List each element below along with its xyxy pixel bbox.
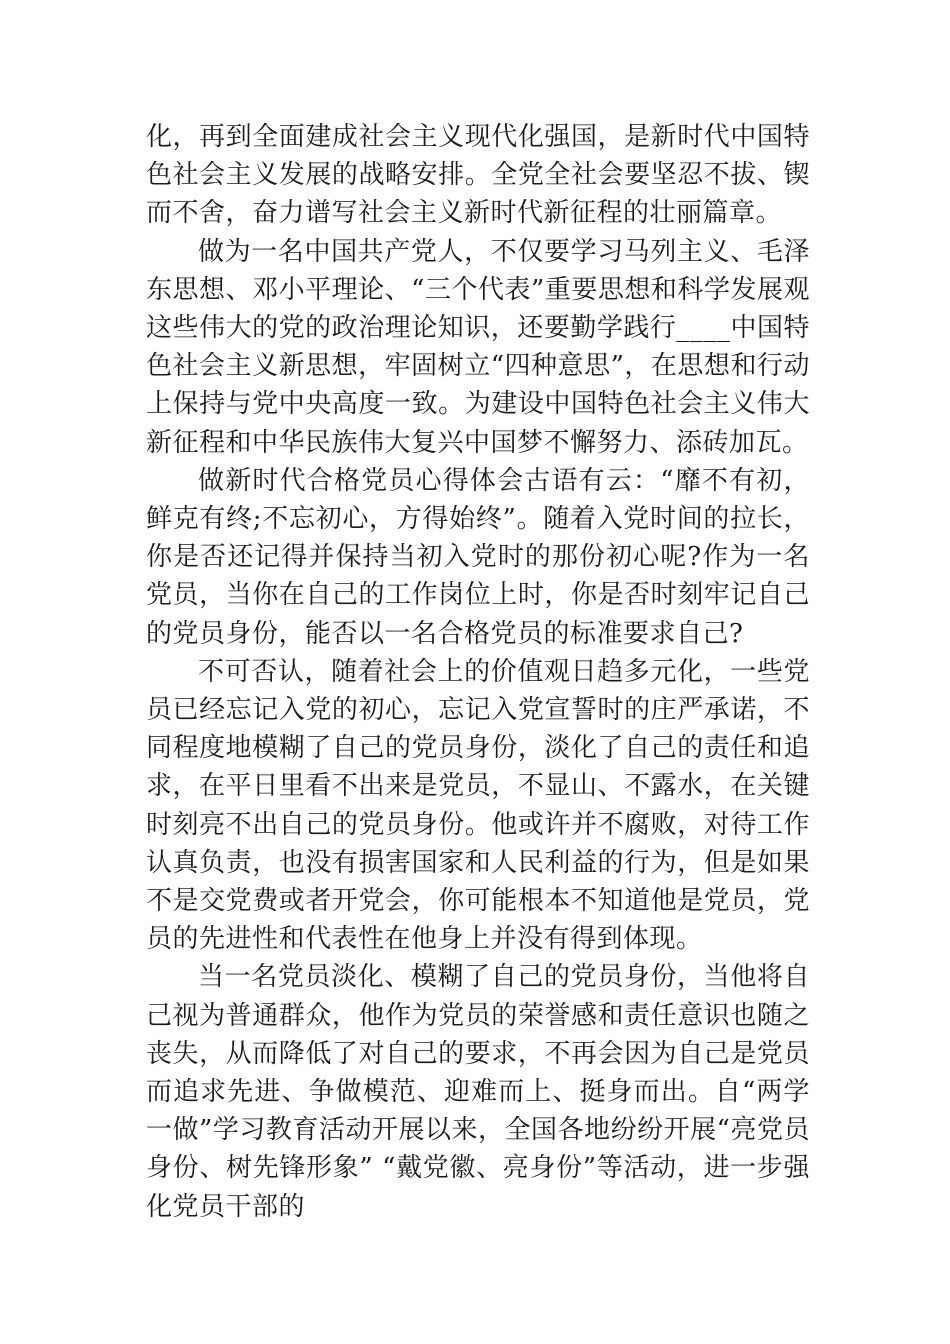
paragraph-2: 做为一名中国共产党人，不仅要学习马列主义、毛泽东思想、邓小平理论、“三个代表”重要思想和科学发展观这些伟大的党的政治理论知识，还要勤学践行____中国特色社会主义新思想，牢固树立“四种意思”，在思想和行动上保持与党中央高度一致。为建设中国特色社会主义伟大新征程和中华民族伟大复兴中国梦不懈努力、添砖加瓦。	[146, 236, 810, 458]
paragraph-4: 不可否认，随着社会上的价值观日趋多元化，一些党员已经忘记入党的初心，忘记入党宣誓时的庄严承诺，不同程度地模糊了自己的党员身份，淡化了自己的责任和追求，在平日里看不出来是党员，不显山、不露水，在关键时刻亮不出自己的党员身份。他或许并不腐败，对待工作认真负责，也没有损害国家和人民利益的行为，但是如果不是交党费或者开党会，你可能根本不知道他是党员，党员的先进性和代表性在他身上并没有得到体现。	[146, 656, 810, 955]
paragraph-1: 化，再到全面建成社会主义现代化强国，是新时代中国特色社会主义发展的战略安排。全党全社会要坚忍不拔、锲而不舍，奋力谱写社会主义新时代新征程的壮丽篇章。	[146, 122, 810, 229]
paragraph-3: 做新时代合格党员心得体会古语有云：“靡不有初，鲜克有终;不忘初心，方得始终”。随着入党时间的拉长，你是否还记得并保持当初入党时的那份初心呢?作为一名党员，当你在自己的工作岗位上时，你是否时刻牢记自己的党员身份，能否以一名合格党员的标准要求自己?	[146, 465, 810, 649]
paragraph-5: 当一名党员淡化、模糊了自己的党员身份，当他将自己视为普通群众，他作为党员的荣誉感和责任意识也随之丧失，从而降低了对自己的要求，不再会因为自己是党员而追求先进、争做模范、迎难而上、挺身而出。自“两学一做”学习教育活动开展以来，全国各地纷纷开展“亮党员身份、树先锋形象” “戴党徽、亮身份”等活动，进一步强化党员干部的	[146, 962, 810, 1222]
document-body	[146, 118, 810, 1226]
